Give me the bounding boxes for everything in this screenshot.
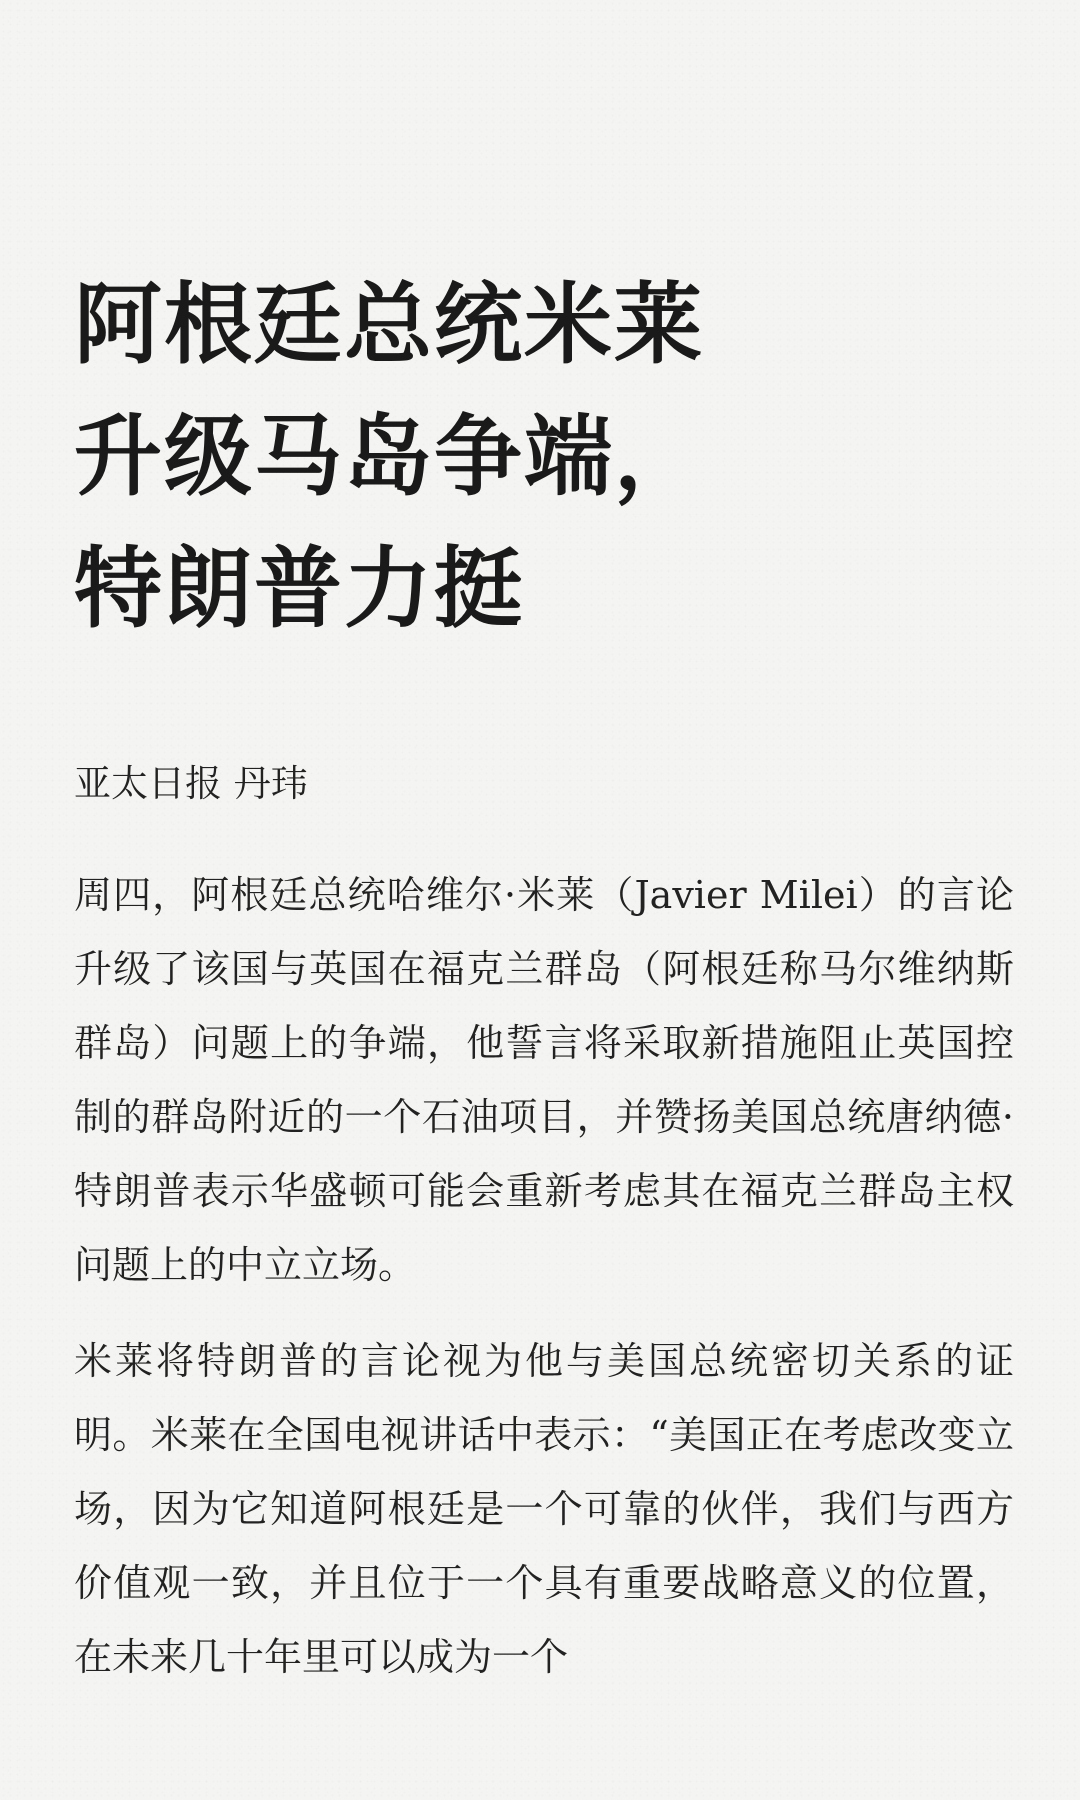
paragraph-1: 周四，阿根廷总统哈维尔·米莱（Javier Milei）的言论升级了该国与英国在福克兰群岛（阿根廷称马尔维纳斯群岛）问题上的争端，他誓言将采取新措施阻止英国控制的群岛附近的一个石油项目，并赞扬美国总统唐纳德·特朗普表示华盛顿可能会重新考虑其在福克兰群岛主权问题上的中立立场。 [74, 873, 1014, 1287]
article [74, 258, 1014, 1694]
byline: 亚太日报 丹玮 [74, 762, 308, 805]
paragraph-2: 米莱将特朗普的言论视为他与美国总统密切关系的证明。米莱在全国电视讲话中表示：“美国正在考虑改变立场，因为它知道阿根廷是一个可靠的伙伴，我们与西方价值观一致，并且位于一个具有重要战略意义的位置，在未来几十年里可以成为一个 [74, 1339, 1014, 1679]
headline [74, 258, 1014, 654]
headline-line-3: 特朗普力挺 [74, 536, 525, 640]
headline-line-1: 阿根廷总统米莱 [74, 272, 705, 376]
headline-line-2: 升级马岛争端， [74, 404, 705, 508]
